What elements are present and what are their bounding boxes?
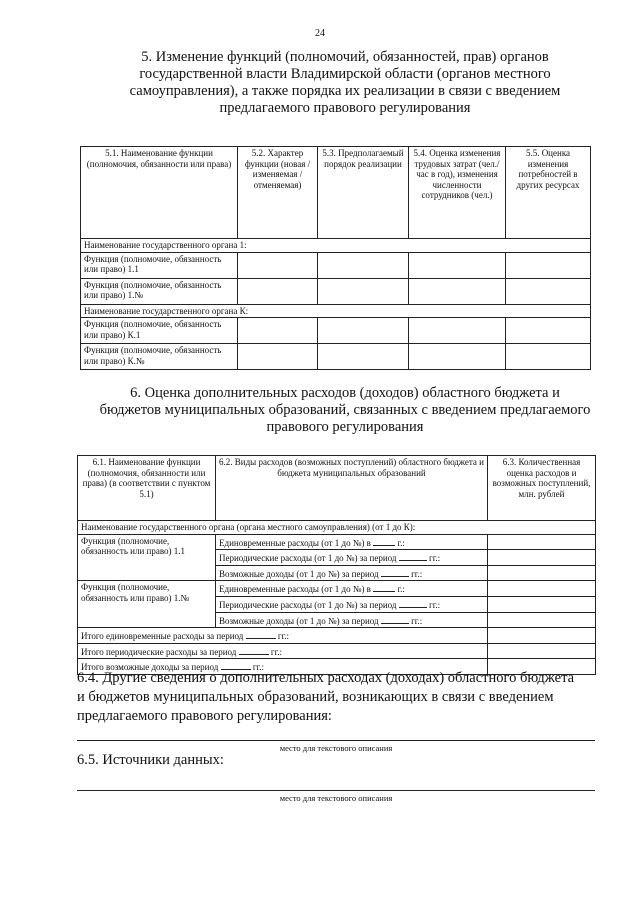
table-cell <box>409 278 506 304</box>
organ-1-label: Наименование государственного органа 1: <box>81 239 591 253</box>
total-income: Итого возможные доходы за период гг.: <box>78 659 488 675</box>
table-cell <box>238 318 318 344</box>
table-header-row <box>78 456 596 521</box>
table-cell <box>506 318 591 344</box>
organ-label: Наименование государственного органа (органа местного самоуправления) (от 1 до К): <box>78 521 596 535</box>
table-row <box>81 239 591 253</box>
table-row <box>78 521 596 535</box>
table-cell <box>488 628 596 644</box>
table-row <box>81 344 591 370</box>
section65-title: 6.5. Источники данных: <box>77 752 224 768</box>
table-cell <box>488 550 596 566</box>
possible-income: Возможные доходы (от 1 до №) за период гг.: <box>216 565 488 581</box>
table-row <box>81 318 591 344</box>
header-function-name: 6.1. Наименование функции (полномочия, обязанности или права) (в соответствии с пунктом 5.1) <box>78 456 216 521</box>
table-row <box>78 643 596 659</box>
table-row <box>81 304 591 318</box>
header-other-resources: 5.5. Оценка изменения потребностей в других ресурсах <box>506 147 591 239</box>
budget-table <box>77 455 596 675</box>
text-description-caption: место для текстового описания <box>279 743 393 753</box>
header-implementation-order: 5.3. Предполагаемый порядок реализации <box>318 147 409 239</box>
table-cell <box>506 344 591 370</box>
table-cell <box>488 643 596 659</box>
table-row <box>78 628 596 644</box>
one-time-expenses: Единовременные расходы (от 1 до №) в г.: <box>216 581 488 597</box>
function-k-1: Функция (полномочие, обязанность или право) К.1 <box>81 318 238 344</box>
table-cell <box>318 278 409 304</box>
table-cell <box>238 252 318 278</box>
text-description-caption: место для текстового описания <box>279 793 393 803</box>
header-expense-types: 6.2. Виды расходов (возможных поступлений) областного бюджета и бюджета муниципальных образований <box>216 456 488 521</box>
table-cell <box>238 344 318 370</box>
table-cell <box>506 252 591 278</box>
table-cell <box>318 252 409 278</box>
table-cell <box>506 278 591 304</box>
function-1-1: Функция (полномочие, обязанность или право) 1.1 <box>78 534 216 581</box>
table-cell <box>318 344 409 370</box>
header-function-character: 5.2. Характер функции (новая / изменяемая / отменяемая) <box>238 147 318 239</box>
one-time-expenses: Единовременные расходы (от 1 до №) в г.: <box>216 534 488 550</box>
function-1-1: Функция (полномочие, обязанность или право) 1.1 <box>81 252 238 278</box>
function-1-n: Функция (полномочие, обязанность или право) 1.№ <box>81 278 238 304</box>
table-cell <box>488 581 596 597</box>
total-periodic: Итого периодические расходы за период гг.: <box>78 643 488 659</box>
function-k-n: Функция (полномочие, обязанность или право) К.№ <box>81 344 238 370</box>
organ-k-label: Наименование государственного органа К: <box>81 304 591 318</box>
periodic-expenses: Периодические расходы (от 1 до №) за период гг.: <box>216 596 488 612</box>
page-number: 24 <box>315 28 325 39</box>
functions-table <box>80 146 591 370</box>
table-cell <box>409 344 506 370</box>
table-cell <box>488 596 596 612</box>
text-description-line <box>77 790 595 791</box>
section6-title: 6. Оценка дополнительных расходов (доходов) областного бюджета и бюджетов муниципальных образований, связанных с введением предлагаемого правового регулирования <box>99 385 591 435</box>
table-cell <box>409 318 506 344</box>
table-row <box>81 252 591 278</box>
header-quantitative-estimate: 6.3. Количественная оценка расходов и возможных поступлений, млн. рублей <box>488 456 596 521</box>
table-row <box>78 581 596 597</box>
function-1-n: Функция (полномочие, обязанность или право) 1.№ <box>78 581 216 628</box>
table-cell <box>488 565 596 581</box>
table-cell <box>409 252 506 278</box>
header-function-name: 5.1. Наименование функции (полномочия, обязанности или права) <box>81 147 238 239</box>
table-cell <box>488 612 596 628</box>
table-cell <box>238 278 318 304</box>
section64-text: 6.4. Другие сведения о дополнительных расходах (доходах) областного бюджета и бюджетов муниципальных образований, возникающих в связи с введением предлагаемого правового регулирования: <box>77 670 575 724</box>
periodic-expenses: Периодические расходы (от 1 до №) за период гг.: <box>216 550 488 566</box>
table-cell <box>318 318 409 344</box>
section5-title: 5. Изменение функций (полномочий, обязанностей, прав) органов государственной власти Владимирской области (органов местного самоуправления), а также порядка их реализации в связи с введением предлагаемого правового регулирования <box>129 49 561 116</box>
table-header-row <box>81 147 591 239</box>
total-one-time: Итого единовременные расходы за период гг.: <box>78 628 488 644</box>
header-labor-costs: 5.4. Оценка изменения трудовых затрат (чел./час в год), изменения численности сотрудников (чел.) <box>409 147 506 239</box>
table-row <box>81 278 591 304</box>
text-description-line <box>77 740 595 741</box>
table-cell <box>488 534 596 550</box>
table-row <box>78 534 596 550</box>
possible-income: Возможные доходы (от 1 до №) за период гг.: <box>216 612 488 628</box>
